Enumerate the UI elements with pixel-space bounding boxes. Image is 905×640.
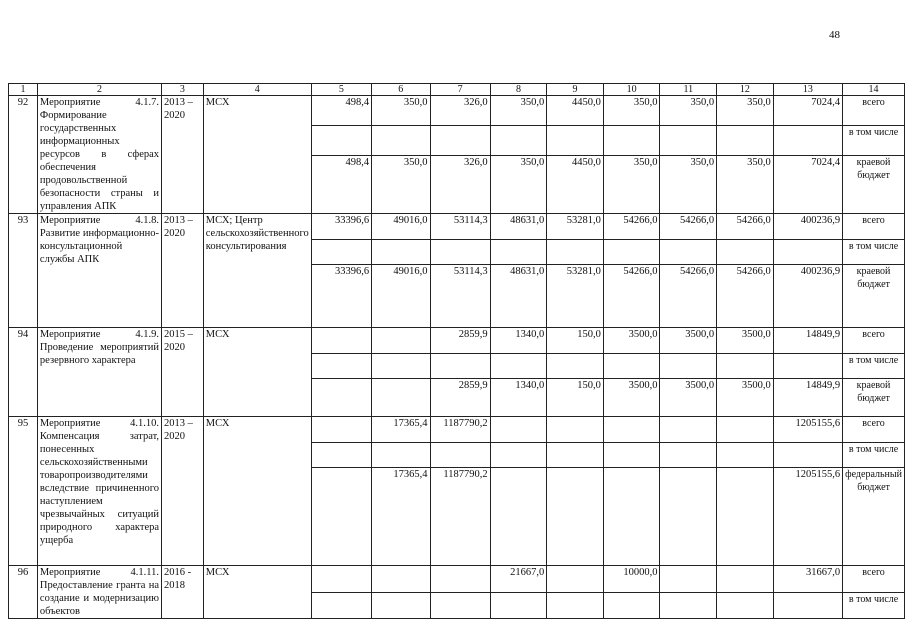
column-header: 1 bbox=[9, 84, 38, 96]
funding-value bbox=[773, 125, 842, 155]
funding-value: 3500,0 bbox=[660, 379, 717, 417]
executor: МСХ bbox=[203, 566, 311, 619]
column-header: 6 bbox=[372, 84, 430, 96]
executor: МСХ bbox=[203, 417, 311, 566]
funding-source: краевой бюджет bbox=[843, 379, 905, 417]
funding-value bbox=[660, 468, 717, 566]
funding-value: 2859,9 bbox=[430, 379, 490, 417]
funding-value bbox=[430, 566, 490, 593]
funding-value bbox=[547, 240, 604, 265]
funding-value: 150,0 bbox=[547, 328, 604, 354]
funding-value: 17365,4 bbox=[372, 417, 430, 443]
program-table bbox=[8, 83, 905, 619]
funding-value bbox=[311, 240, 371, 265]
funding-source: в том числе bbox=[843, 354, 905, 379]
funding-value bbox=[372, 592, 430, 619]
column-header: 14 bbox=[843, 84, 905, 96]
funding-value: 350,0 bbox=[490, 96, 547, 126]
funding-value bbox=[717, 566, 774, 593]
executor: МСХ bbox=[203, 328, 311, 417]
row-number: 93 bbox=[9, 214, 38, 328]
funding-value: 150,0 bbox=[547, 379, 604, 417]
funding-value: 350,0 bbox=[660, 96, 717, 126]
funding-value bbox=[311, 592, 371, 619]
funding-value: 31667,0 bbox=[773, 566, 842, 593]
funding-value bbox=[311, 328, 371, 354]
funding-value bbox=[660, 354, 717, 379]
column-header: 7 bbox=[430, 84, 490, 96]
funding-source: всего bbox=[843, 328, 905, 354]
funding-value bbox=[660, 417, 717, 443]
funding-value bbox=[372, 354, 430, 379]
funding-value: 2859,9 bbox=[430, 328, 490, 354]
executor: МСХ bbox=[203, 96, 311, 214]
funding-value bbox=[717, 443, 774, 468]
implementation-years: 2016 - 2018 bbox=[162, 566, 204, 619]
funding-value: 53114,3 bbox=[430, 214, 490, 240]
column-header: 8 bbox=[490, 84, 547, 96]
funding-source: в том числе bbox=[843, 443, 905, 468]
funding-value: 53281,0 bbox=[547, 214, 604, 240]
funding-value bbox=[430, 240, 490, 265]
funding-value: 350,0 bbox=[372, 155, 430, 213]
funding-value bbox=[490, 125, 547, 155]
funding-value: 350,0 bbox=[660, 155, 717, 213]
funding-value bbox=[490, 417, 547, 443]
funding-value: 400236,9 bbox=[773, 265, 842, 328]
funding-value bbox=[660, 443, 717, 468]
funding-value: 14849,9 bbox=[773, 379, 842, 417]
funding-value: 49016,0 bbox=[372, 214, 430, 240]
implementation-years: 2013 – 2020 bbox=[162, 417, 204, 566]
row-number: 95 bbox=[9, 417, 38, 566]
table-row bbox=[9, 417, 905, 443]
funding-value bbox=[660, 566, 717, 593]
funding-value bbox=[372, 240, 430, 265]
funding-value: 48631,0 bbox=[490, 214, 547, 240]
funding-value bbox=[603, 417, 660, 443]
funding-source: всего bbox=[843, 96, 905, 126]
funding-value bbox=[490, 468, 547, 566]
funding-value bbox=[603, 592, 660, 619]
column-header: 5 bbox=[311, 84, 371, 96]
implementation-years: 2013 – 2020 bbox=[162, 214, 204, 328]
funding-value bbox=[603, 468, 660, 566]
funding-value bbox=[603, 354, 660, 379]
funding-value bbox=[547, 125, 604, 155]
activity-name: Мероприятие 4.1.9. Проведение мероприятий резервного характера bbox=[37, 328, 161, 417]
funding-value: 350,0 bbox=[603, 96, 660, 126]
funding-value: 1187790,2 bbox=[430, 468, 490, 566]
column-header: 13 bbox=[773, 84, 842, 96]
funding-value: 1340,0 bbox=[490, 379, 547, 417]
funding-value: 1340,0 bbox=[490, 328, 547, 354]
funding-value: 1205155,6 bbox=[773, 468, 842, 566]
activity-name: Мероприятие 4.1.8. Развитие информационно-консультационной службы АПК bbox=[37, 214, 161, 328]
row-number: 96 bbox=[9, 566, 38, 619]
table-row bbox=[9, 566, 905, 593]
funding-source: всего bbox=[843, 417, 905, 443]
funding-value: 350,0 bbox=[717, 155, 774, 213]
funding-value bbox=[311, 566, 371, 593]
funding-value: 17365,4 bbox=[372, 468, 430, 566]
funding-value: 54266,0 bbox=[717, 214, 774, 240]
column-header: 3 bbox=[162, 84, 204, 96]
funding-value: 498,4 bbox=[311, 96, 371, 126]
funding-value: 54266,0 bbox=[603, 214, 660, 240]
row-number: 92 bbox=[9, 96, 38, 214]
funding-value: 350,0 bbox=[603, 155, 660, 213]
funding-value: 53114,3 bbox=[430, 265, 490, 328]
funding-value bbox=[547, 566, 604, 593]
funding-value bbox=[603, 125, 660, 155]
column-header: 11 bbox=[660, 84, 717, 96]
funding-value bbox=[773, 443, 842, 468]
funding-source: краевой бюджет bbox=[843, 265, 905, 328]
funding-value bbox=[311, 443, 371, 468]
funding-value bbox=[311, 125, 371, 155]
activity-name: Мероприятие 4.1.7. Формирование государственных информационных ресурсов в сферах обеспечения продовольственной безопасности страны и управления АПК bbox=[37, 96, 161, 214]
funding-value: 7024,4 bbox=[773, 155, 842, 213]
activity-name: Мероприятие 4.1.11. Предоставление гранта на создание и модернизацию объектов bbox=[37, 566, 161, 619]
funding-value: 1187790,2 bbox=[430, 417, 490, 443]
funding-value bbox=[717, 125, 774, 155]
funding-value bbox=[490, 354, 547, 379]
funding-value bbox=[717, 417, 774, 443]
column-header: 10 bbox=[603, 84, 660, 96]
funding-value bbox=[773, 592, 842, 619]
funding-value bbox=[717, 592, 774, 619]
funding-value bbox=[372, 328, 430, 354]
funding-value bbox=[547, 417, 604, 443]
funding-value: 1205155,6 bbox=[773, 417, 842, 443]
funding-value bbox=[547, 354, 604, 379]
funding-value: 400236,9 bbox=[773, 214, 842, 240]
funding-value: 350,0 bbox=[717, 96, 774, 126]
funding-value: 54266,0 bbox=[660, 214, 717, 240]
funding-source: краевой бюджет bbox=[843, 155, 905, 213]
funding-value bbox=[717, 240, 774, 265]
funding-value: 33396,6 bbox=[311, 214, 371, 240]
funding-value bbox=[430, 125, 490, 155]
funding-value: 53281,0 bbox=[547, 265, 604, 328]
funding-value bbox=[603, 240, 660, 265]
funding-value: 14849,9 bbox=[773, 328, 842, 354]
funding-value: 326,0 bbox=[430, 96, 490, 126]
funding-value bbox=[490, 443, 547, 468]
funding-value: 350,0 bbox=[490, 155, 547, 213]
funding-value: 54266,0 bbox=[603, 265, 660, 328]
funding-value: 54266,0 bbox=[717, 265, 774, 328]
implementation-years: 2015 – 2020 bbox=[162, 328, 204, 417]
funding-value: 4450,0 bbox=[547, 155, 604, 213]
funding-value: 54266,0 bbox=[660, 265, 717, 328]
funding-source: в том числе bbox=[843, 125, 905, 155]
funding-value bbox=[660, 125, 717, 155]
funding-value bbox=[430, 443, 490, 468]
funding-value: 3500,0 bbox=[603, 328, 660, 354]
funding-value: 3500,0 bbox=[603, 379, 660, 417]
funding-value: 3500,0 bbox=[717, 379, 774, 417]
funding-value bbox=[311, 379, 371, 417]
funding-value: 3500,0 bbox=[660, 328, 717, 354]
funding-value: 21667,0 bbox=[490, 566, 547, 593]
funding-value bbox=[773, 354, 842, 379]
funding-value bbox=[430, 592, 490, 619]
funding-value: 4450,0 bbox=[547, 96, 604, 126]
funding-value bbox=[311, 354, 371, 379]
funding-value bbox=[430, 354, 490, 379]
row-number: 94 bbox=[9, 328, 38, 417]
activity-name: Мероприятие 4.1.10. Компенсация затрат, понесенных сельскохозяйственными товаропроизводителями вследствие причиненного наступлением чрезвычайных ситуаций природного характера ущерба bbox=[37, 417, 161, 566]
column-header: 12 bbox=[717, 84, 774, 96]
funding-value: 10000,0 bbox=[603, 566, 660, 593]
page-number: 48 bbox=[829, 29, 840, 41]
funding-value bbox=[547, 592, 604, 619]
funding-source: федеральный бюджет bbox=[843, 468, 905, 566]
funding-value bbox=[547, 468, 604, 566]
executor: МСХ; Центр сельскохозяйственного консультирования bbox=[203, 214, 311, 328]
funding-value bbox=[311, 468, 371, 566]
column-header: 9 bbox=[547, 84, 604, 96]
funding-value bbox=[490, 240, 547, 265]
funding-value bbox=[603, 443, 660, 468]
funding-value bbox=[547, 443, 604, 468]
funding-source: всего bbox=[843, 566, 905, 593]
implementation-years: 2013 – 2020 bbox=[162, 96, 204, 214]
table-row bbox=[9, 96, 905, 126]
funding-value bbox=[311, 417, 371, 443]
funding-value: 498,4 bbox=[311, 155, 371, 213]
funding-value: 3500,0 bbox=[717, 328, 774, 354]
funding-value bbox=[773, 240, 842, 265]
column-header: 2 bbox=[37, 84, 161, 96]
funding-value: 326,0 bbox=[430, 155, 490, 213]
table-row bbox=[9, 328, 905, 354]
funding-value bbox=[372, 443, 430, 468]
funding-value bbox=[372, 125, 430, 155]
funding-source: всего bbox=[843, 214, 905, 240]
header-row bbox=[9, 84, 905, 96]
funding-value bbox=[717, 354, 774, 379]
funding-source: в том числе bbox=[843, 592, 905, 619]
funding-value bbox=[717, 468, 774, 566]
funding-value bbox=[660, 592, 717, 619]
funding-value: 33396,6 bbox=[311, 265, 371, 328]
funding-value bbox=[372, 566, 430, 593]
funding-value: 49016,0 bbox=[372, 265, 430, 328]
funding-value bbox=[660, 240, 717, 265]
funding-source: в том числе bbox=[843, 240, 905, 265]
table-row bbox=[9, 214, 905, 240]
funding-value bbox=[490, 592, 547, 619]
funding-value: 7024,4 bbox=[773, 96, 842, 126]
funding-value: 350,0 bbox=[372, 96, 430, 126]
column-header: 4 bbox=[203, 84, 311, 96]
funding-value bbox=[372, 379, 430, 417]
funding-value: 48631,0 bbox=[490, 265, 547, 328]
